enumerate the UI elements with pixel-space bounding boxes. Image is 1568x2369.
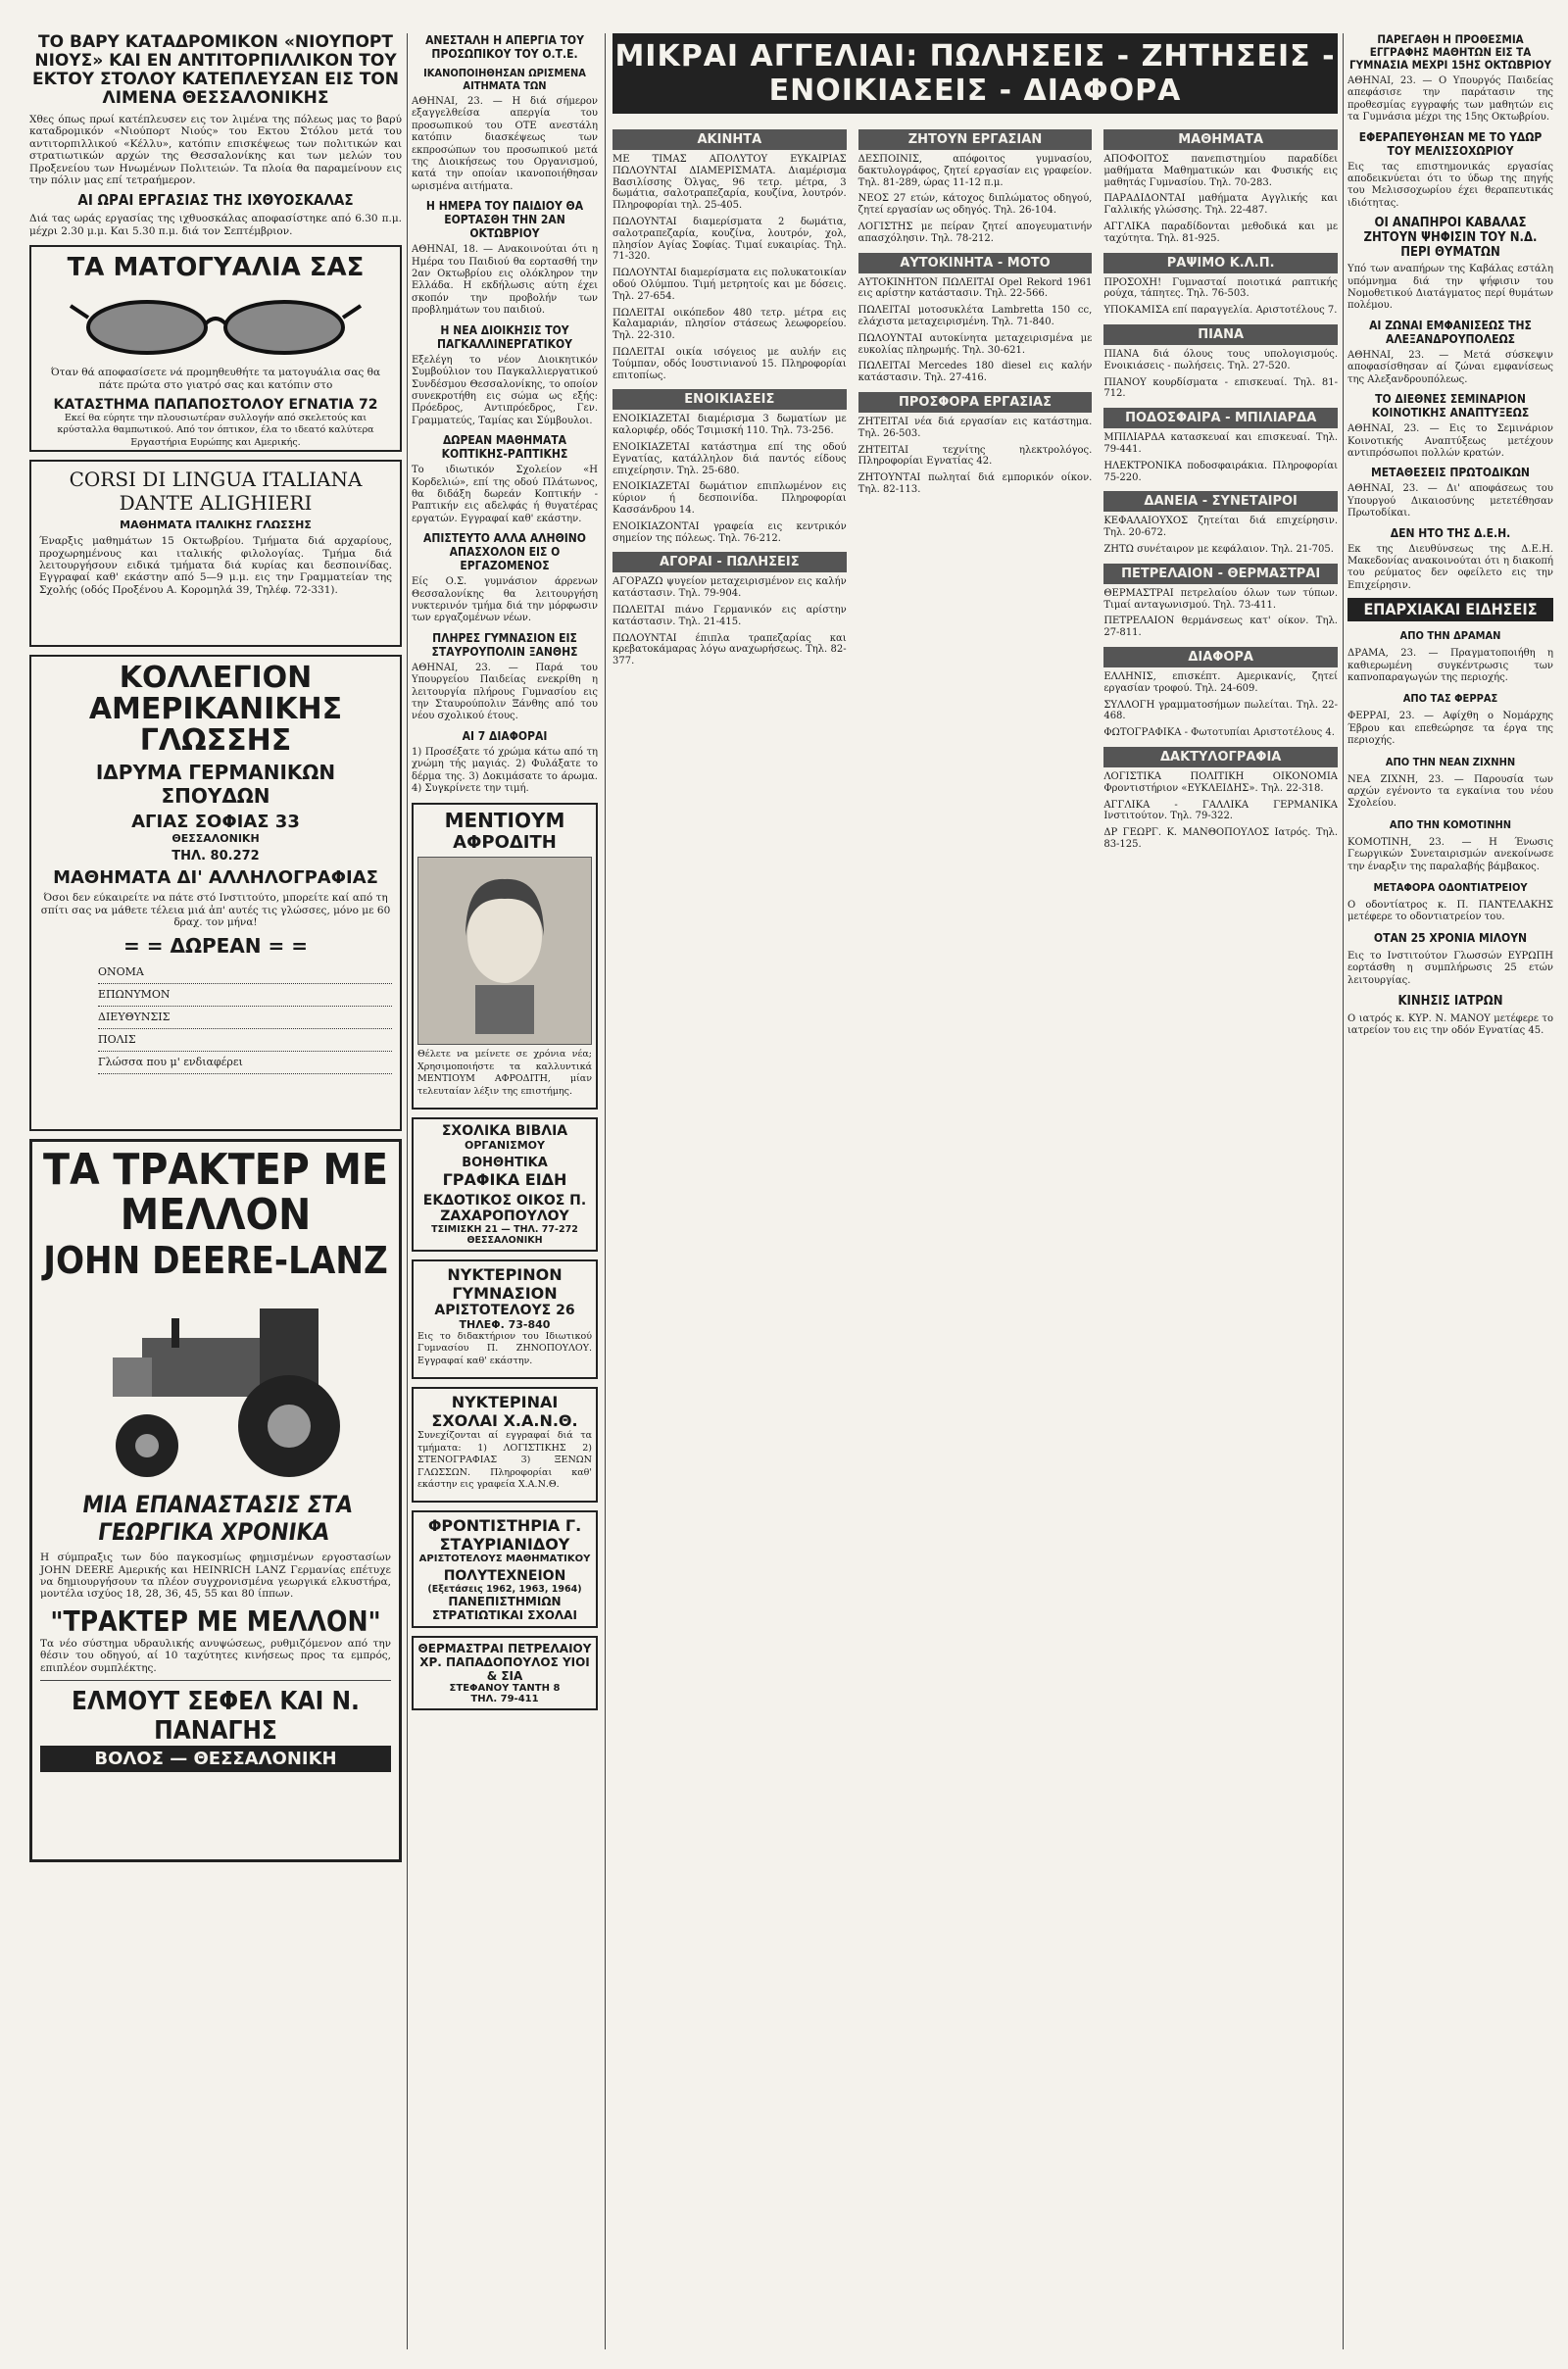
anniversary-headline: ΟΤΑΝ 25 ΧΡΟΝΙΑ ΜΙΛΟΥΝ bbox=[1373, 930, 1528, 945]
night-school-ad bbox=[412, 1259, 598, 1379]
glasses-icon bbox=[39, 288, 392, 361]
zones-text: ΑΘΗΝΑΙ, 23. — Μετά σύσκεψιν αποφασίσθησαν αί ζώναι εμφανίσεως της Αλεξανδρουπόλεως. bbox=[1348, 349, 1553, 385]
transfers-text: ΑΘΗΝΑΙ, 23. — Δι' αποφάσεως του Υπουργού Δικαιοσύνης μετετέθησαν Πρωτοδίκαι. bbox=[1348, 483, 1553, 519]
classified-section-head: ΑΓΟΡΑΙ - ΠΩΛΗΣΕΙΣ bbox=[612, 552, 847, 572]
classified-entry: ΔΡ ΓΕΩΡΓ. Κ. ΜΑΝΘΟΠΟΥΛΟΣ Ιατρός. Τηλ. 83-125. bbox=[1103, 827, 1338, 850]
mentium-text: Θέλετε να μείνετε σε χρόνια νέα; Χρησιμοποιήστε τα καλλυντικά ΜΕΝΤΙΟΥΜ ΑΦΡΟΔΙΤΗ, μίαν τελευταίαν λέξιν της επιστήμης. bbox=[417, 1049, 592, 1097]
water-headline: ΕΦΕΡΑΠΕΥΘΗΣΑΝ ΜΕ ΤΟ ΥΔΩΡ ΤΟΥ ΜΕΛΙΣΣΟΧΩΡΙΟΥ bbox=[1358, 129, 1543, 158]
classified-entry: ΠΙΑΝΟΥ κουρδίσματα - επισκευαί. Τηλ. 81-712. bbox=[1103, 376, 1338, 400]
classified-entry: ΠΩΛΟΥΝΤΑΙ διαμερίσματα 2 δωμάτια, σαλοτραπεζαρία, κουζίνα, λουτρόν, χολ, πλησίον Αγίας Σοφίας. Τιμαί ευκαιρίας. Τηλ. 71-320. bbox=[612, 216, 847, 263]
classified-entry: ΖΗΤΟΥΝΤΑΙ πωληταί διά εμπορικόν οίκον. Τηλ. 82-113. bbox=[858, 472, 1093, 495]
college-ad-lessons: ΜΑΘΗΜΑΤΑ ΔΙ' ΑΛΛΗΛΟΓΡΑΦΙΑΣ bbox=[53, 867, 378, 889]
dei-text: Εκ της Διευθύνσεως της Δ.Ε.Η. Μακεδονίας ανακοινούται ότι η διακοπή του ρεύματος δεν οφείλετο εις την Επιχείρησιν. bbox=[1348, 543, 1553, 591]
night-school-text: Εις το διδακτήριον του Ιδιωτικού Γυμνασίου Π. ΖΗΝΟΠΟΥΛΟΥ. Εγγραφαί καθ' εκάστην. bbox=[417, 1331, 592, 1366]
books-ad-sub: ΟΡΓΑΝΙΣΜΟΥ bbox=[464, 1139, 545, 1153]
tractor-icon bbox=[54, 1289, 377, 1485]
seven-diffs-text: 1) Προσέξατε τό χρώμα κάτω από τη χνώμη τής μαγιάς. 2) Φυλάξατε το δέρμα της. 3) Δοκιμάσατε το άρωμα. 4) Συγκρίνετε την τιμή. bbox=[412, 746, 598, 795]
front-head: ΦΡΟΝΤΙΣΤΗΡΙΑ Γ. ΣΤΑΥΡΙΑΝΙΔΟΥ bbox=[427, 1516, 582, 1555]
classified-entry: ΑΓΓΛΙΚΑ παραδίδονται μεθοδικά και με ταχύτητα. Τηλ. 81-925. bbox=[1103, 221, 1338, 244]
column-4 bbox=[1348, 33, 1553, 2346]
doctors-text: Ο ιατρός κ. ΚΥΡ. Ν. ΜΑΝΟΥ μετέφερε το ιατρείον του εις την οδόν Εγνατίας 45. bbox=[1348, 1013, 1553, 1037]
night-class-headline: ΑΠΙΣΤΕΥΤΟ ΑΛΛΑ ΑΛΗΘΙΝΟ ΑΠΑΣΧΟΛΟΝ ΕΙΣ Ο ΕΡΓΑΖΟΜΕΝΟΣ bbox=[423, 531, 586, 573]
classified-entry: ΑΥΤΟΚΙΝΗΤΟΝ ΠΩΛΕΙΤΑΙ Opel Rekord 1961 εις αρίστην κατάστασιν. Τηλ. 22-566. bbox=[858, 276, 1093, 300]
front-poly: ΠΟΛΥΤΕΧΝΕΙΟΝ bbox=[443, 1568, 566, 1585]
dentist-text: Ο οδοντίατρος κ. Π. ΠΑΝΤΕΛΑΚΗΣ μετέφερε το οδοντιατρείον του. bbox=[1348, 900, 1553, 923]
form-surname-field[interactable]: ΕΠΩΝΥΜΟΝ bbox=[98, 988, 392, 1007]
college-ad-city: ΘΕΣΣΑΛΟΝΙΚΗ bbox=[172, 832, 260, 846]
classified-section-head: ΕΝΟΙΚΙΑΣΕΙΣ bbox=[612, 389, 847, 410]
night-school-addr: ΑΡΙΣΤΟΤΕΛΟΥΣ 26 bbox=[434, 1303, 575, 1319]
ferres-text: ΦΕΡΡΑΙ, 23. — Αφίχθη ο Νομάρχης Έβρου και επεθεώρησε τα έργα της περιοχής. bbox=[1348, 711, 1553, 747]
nea-zichni-text: ΝΕΑ ΖΙΧΝΗ, 23. — Παρουσία των αρχών εγένοντο τα εγκαίνια του νέου Σχολείου. bbox=[1348, 773, 1553, 810]
classified-entry: ΦΩΤΟΓΡΑΦΙΚΑ - Φωτοτυπίαι Αριστοτέλους 4. bbox=[1103, 727, 1335, 739]
union-headline: Η ΝΕΑ ΔΙΟΙΚΗΣΙΣ ΤΟΥ ΠΑΓΚΑΛΛΙΝΕΡΓΑΤΙΚΟΥ bbox=[436, 322, 572, 351]
classified-section-head: ΠΟΔΟΣΦΑΙΡΑ - ΜΠΙΛΙΑΡΔΑ bbox=[1103, 408, 1338, 428]
classified-section-head: ΔΑΝΕΙΑ - ΣΥΝΕΤΑΙΡΟΙ bbox=[1103, 491, 1338, 512]
college-ad-addr: ΑΓΙΑΣ ΣΟΦΙΑΣ 33 bbox=[131, 812, 300, 833]
classified-entry: ΕΝΟΙΚΙΑΖΟΝΤΑΙ γραφεία εις κεντρικόν σημείον της πόλεως. Τηλ. 76-212. bbox=[612, 520, 847, 544]
classified-entry: ΣΥΛΛΟΓΗ γραμματοσήμων πωλείται. Τηλ. 22-468. bbox=[1103, 699, 1338, 722]
italian-ad-sub: ΜΑΘΗΜΑΤΑ ΙΤΑΛΙΚΗΣ ΓΛΩΣΣΗΣ bbox=[120, 518, 312, 532]
tractor-ad-city: ΒΟΛΟΣ — ΘΕΣΣΑΛΟΝΙΚΗ bbox=[40, 1746, 391, 1772]
italian-course-ad bbox=[29, 460, 402, 647]
classified-entry: ΕΝΟΙΚΙΑΖΕΤΑΙ κατάστημα επί της οδού Εγνατίας, κατάλληλον διά παντός είδους επιχείρησιν. Τηλ. 25-680. bbox=[612, 441, 847, 476]
classified-entry: ΠΡΟΣΟΧΗ! Γυμνασταί ποιοτικά ραπτικής ρούχα, τάπητες. Τηλ. 76-503. bbox=[1103, 276, 1338, 300]
ferres-headline: ΑΠΟ ΤΑΣ ΦΕΡΡΑΣ bbox=[1402, 692, 1498, 706]
classified-entry: ΔΕΣΠΟΙΝΙΣ, απόφοιτος γυμνασίου, δακτυλογράφος, ζητεί εργασίαν εις γραφείον. Τηλ. 81-289, ώρας 11-12 π.μ. bbox=[858, 154, 1093, 188]
classified-entry: ΖΗΤΕΙΤΑΙ τεχνίτης ηλεκτρολόγος. Πληροφορίαι Εγνατίας 42. bbox=[858, 444, 1093, 468]
sewing-text: Το ιδιωτικόν Σχολείον «Η Κορδελιώ», επί της οδού Πλάτωνος, θα διδάξη δωρεάν Κοπτικήν - Ραπτικήν εις αδελφάς ή θυγατέρας εργατών. Εγγραφαί καθ' εκάστην. bbox=[412, 465, 598, 524]
books-ad-sub3: ΓΡΑΦΙΚΑ ΕΙΔΗ bbox=[442, 1170, 567, 1190]
classified-entry: ΠΩΛΟΥΝΤΑΙ αυτοκίνητα μεταχειρισμένα με ευκολίας πληρωμής. Τηλ. 30-621. bbox=[858, 332, 1093, 356]
tractor-ad bbox=[29, 1139, 402, 1862]
classified-section-head: ΖΗΤΟΥΝ ΕΡΓΑΣΙΑΝ bbox=[858, 129, 1093, 150]
classified-entry: ΠΙΑΝΑ διά όλους τους υπολογισμούς. Ενοικιάσεις - πωλήσεις. Τηλ. 27-520. bbox=[1103, 348, 1338, 371]
classified-entry: ΠΕΤΡΕΛΑΙΟΝ θερμάνσεως κατ' οίκον. Τηλ. 27-811. bbox=[1103, 616, 1338, 639]
column-rule bbox=[1343, 33, 1344, 2349]
anniversary-text: Εις το Ινστιτούτον Γλωσσών ΕΥΡΩΠΗ εορτάσθη η συμπλήρωσις 25 ετών λειτουργίας. bbox=[1348, 950, 1553, 986]
kavala-text: Υπό των αναπήρων της Καβάλας εστάλη υπόμνημα διά την ψήφισιν του Νομοθετικού Διατάγματος περί θυμάτων πολέμου. bbox=[1348, 264, 1553, 312]
tractor-ad-title: ΤΑ ΤΡΑΚΤΕΡ ΜΕ ΜΕΛΛΟΝ bbox=[42, 1145, 389, 1241]
classified-entry: ΠΩΛΕΙΤΑΙ Mercedes 180 diesel εις καλήν κατάστασιν. Τηλ. 27-416. bbox=[858, 361, 1093, 384]
water-text: Εις τας επιστημονικάς εργασίας αποδεικνύεται ότι το ύδωρ της πηγής του Μελισσοχωρίου έχει θεραπευτικάς ιδιότητας. bbox=[1348, 161, 1553, 209]
zones-headline: ΑΙ ΖΩΝΑΙ ΕΜΦΑΝΙΣΕΩΣ ΤΗΣ ΑΛΕΞΑΝΔΡΟΥΠΟΛΕΩΣ bbox=[1369, 318, 1532, 346]
classified-entry: ΜΠΙΛΙΑΡΔΑ κατασκευαί και επισκευαί. Τηλ. 79-441. bbox=[1103, 432, 1338, 455]
books-ad-publisher: ΕΚΔΟΤΙΚΟΣ ΟΙΚΟΣ Π. ΖΑΧΑΡΟΠΟΥΛΟΥ bbox=[422, 1193, 587, 1225]
classified-section-head: ΑΚΙΝΗΤΑ bbox=[612, 129, 847, 150]
books-ad bbox=[412, 1117, 598, 1252]
form-language-field[interactable]: Γλώσσα που μ' ενδιαφέρει bbox=[98, 1056, 392, 1074]
classified-entry: ΠΩΛΕΙΤΑΙ οικόπεδον 480 τετρ. μέτρα εις Καλαμαριάν, πλησίον στάσεως λεωφορείου. Τηλ. 22-310. bbox=[612, 307, 847, 342]
classified-entry: ΖΗΤΩ συνέταιρον με κεφάλαιον. Τηλ. 21-705. bbox=[1103, 543, 1334, 555]
heater-head: ΘΕΡΜΑΣΤΡΑΙ ΠΕΤΡΕΛΑΙΟΥ ΧΡ. ΠΑΠΑΔΟΠΟΥΛΟΣ ΥΙΟΙ & ΣΙΑ bbox=[417, 1642, 592, 1684]
child-day-text: ΑΘΗΝΑΙ, 18. — Ανακοινούται ότι η Ημέρα του Παιδιού θα εορτασθή την 2αν Οκτωβρίου εις ολόκληρον την Ελλάδα. Η εκδήλωσις αύτη έχει σκοπόν την προβολήν των προβλημάτων του παιδιού. bbox=[412, 244, 598, 317]
union-text: Εξελέγη το νέον Διοικητικόν Συμβούλιον του Παγκαλλιεργατικού Συνδέσμου Θεσσαλονίκης, το οποίον συνεκροτήθη εις σώμα ως εξής: Πρόεδρος, Αντιπρόεδρος, Γεν. Γραμματεύς, Ταμίας και Σύμβουλοι. bbox=[412, 354, 598, 426]
books-ad-addr: ΤΣΙΜΙΣΚΗ 21 — ΤΗΛ. 77-272 ΘΕΣΣΑΛΟΝΙΚΗ bbox=[431, 1224, 578, 1247]
classified-entry: ΕΛΛΗΝΙΣ, επισκέπτ. Αμερικανίς, ζητεί εργασίαν τροφού. Τηλ. 24-609. bbox=[1103, 670, 1338, 694]
classified-entry: ΠΩΛΕΙΤΑΙ μοτοσυκλέτα Lambretta 150 cc, ελάχιστα μεταχειρισμένη. Τηλ. 71-840. bbox=[858, 305, 1093, 327]
xanthi-school-text: ΑΘΗΝΑΙ, 23. — Παρά του Υπουργείου Παιδείας ενεκρίθη η λειτουργία πλήρους Γυμνασίου εις την Σταυρούπολιν Ξάνθης από του νέου σχολικού έτους. bbox=[412, 662, 598, 722]
provincial-news-headline: ΕΠΑΡΧΙΑΚΑΙ ΕΙΔΗΣΕΙΣ bbox=[1348, 598, 1553, 621]
tractor-ad-slogan: "ΤΡΑΚΤΕΡ ΜΕ ΜΕΛΛΟΝ" bbox=[50, 1604, 381, 1638]
seminar-headline: ΤΟ ΔΙΕΘΝΕΣ ΣΕΜΙΝΑΡΙΟΝ ΚΟΙΝΟΤΙΚΗΣ ΑΝΑΠΤΥΞΕΩΣ bbox=[1371, 392, 1530, 420]
seven-diffs-headline: ΑΙ 7 ΔΙΑΦΟΡΑΙ bbox=[462, 728, 548, 743]
classified-section-head: ΑΥΤΟΚΙΝΗΤΑ - ΜΟΤΟ bbox=[858, 253, 1093, 273]
form-city-field[interactable]: ΠΟΛΙΣ bbox=[98, 1033, 392, 1052]
classified-entry: ΠΩΛΕΙΤΑΙ πιάνο Γερμανικόν εις αρίστην κατάστασιν. Τηλ. 21-415. bbox=[612, 604, 847, 627]
classified-subcol-1 bbox=[612, 122, 847, 856]
lead-headline: ΤΟ ΒΑΡΥ ΚΑΤΑΔΡΟΜΙΚΟΝ «ΝΙΟΥΠΟΡΤ ΝΙΟΥΣ» ΚΑΙ ΕΝ ΑΝΤΙΤΟΡΠΙΛΛΙΚΟΝ ΤΟΥ ΕΚΤΟΥ ΣΤΟΛΟΥ ΚΑΤΕΠΛΕΥΣΑΝ ΕΙΣ ΤΟΝ ΛΙΜΕΝΑ ΘΕΣΣΑΛΟΝΙΚΗΣ bbox=[31, 33, 400, 108]
mentium-title: ΜΕΝΤΙΟΥΜ bbox=[444, 809, 565, 833]
classified-section-head: ΠΕΤΡΕΛΑΙΟΝ - ΘΕΡΜΑΣΤΡΑΙ bbox=[1103, 564, 1338, 584]
glasses-ad-tail: Εκεί θα εύρητε την πλουσιωτέραν συλλογήν από σκελετούς και κρύσταλλα θαμπωτικού. Από τον όπτικον, έλα το ιδεατό καλύτερα Εργαστήρια Ευρώπης και Αμερικής. bbox=[57, 413, 374, 448]
xanth-head: ΝΥΚΤΕΡΙΝΑΙ ΣΧΟΛΑΙ Χ.Α.Ν.Θ. bbox=[431, 1393, 578, 1431]
front-years: (Εξετάσεις 1962, 1963, 1964) bbox=[427, 1584, 582, 1596]
classifieds-banner: ΜΙΚΡΑΙ ΑΓΓΕΛΙΑΙ: ΠΩΛΗΣΕΙΣ - ΖΗΤΗΣΕΙΣ - ΕΝΟΙΚΙΑΣΕΙΣ - ΔΙΑΦΟΡΑ bbox=[612, 33, 1338, 114]
lead-article-text: Χθες όπως πρωί κατέπλευσεν εις τον λιμένα της πόλεως μας το βαρύ καταδρομικόν «Νιούπορτ Νιούς» του Εκτου Στόλου μετά του αντιτορπιλλικού «Κέλλυ», κατόπιν επισκέψεως των πολιτικών και στρατιωτικών αρχών της Θεσσαλονίκης και των μελών του Προξενείου των Ηνωμένων Πολιτειών. Τα πλοία θα παραμείνουν εις την πόλιν μας επί τετραήμερον. bbox=[29, 114, 402, 187]
glasses-ad-text: Όταν θά αποφασίσετε νά προμηθευθήτε τα ματογυάλια σας θα πάτε πρώτα στο γιατρό σας και κατόπιν στο bbox=[50, 367, 381, 391]
classified-section-head: ΡΑΨΙΜΟ Κ.Λ.Π. bbox=[1103, 253, 1338, 273]
ote-strike-text: ΑΘΗΝΑΙ, 23. — Η διά σήμερον εξαγγελθείσα απεργία του προσωπικού του ΟΤΕ ανεστάλη κατόπιν διασκέψεως των εκπροσώπων του προσωπικού μετά της Διοικήσεως του Οργανισμού, κατά την οποίαν ικανοποιήθησαν ωρισμένα αιτήματα. bbox=[412, 96, 598, 192]
classified-section-head: ΔΑΚΤΥΛΟΓΡΑΦΙΑ bbox=[1103, 747, 1338, 767]
school-deadline-headline: ΠΑΡΕΓΑΘΗ Η ΠΡΟΘΕΣΜΙΑ ΕΓΓΡΑΦΗΣ ΜΑΘΗΤΩΝ ΕΙΣ ΤΑ ΓΥΜΝΑΣΙΑ ΜΕΧΡΙ 15ΗΣ ΟΚΤΩΒΡΙΟΥ bbox=[1349, 33, 1551, 72]
school-deadline-text: ΑΘΗΝΑΙ, 23. — Ο Υπουργός Παιδείας απεφάσισε την παράτασιν της προθεσμίας εγγραφής των μαθητών εις τα Γυμνάσια μέχρι της 15ης Οκτωβρίου. bbox=[1348, 75, 1553, 123]
transfers-headline: ΜΕΤΑΘΕΣΕΙΣ ΠΡΩΤΟΔΙΚΩΝ bbox=[1371, 466, 1530, 480]
glasses-ad-title: ΤΑ ΜΑΤΟΓΥΑΛΙΑ ΣΑΣ bbox=[67, 253, 365, 283]
sewing-headline: ΔΩΡΕΑΝ ΜΑΘΗΜΑΤΑ ΚΟΠΤΙΚΗΣ-ΡΑΠΤΙΚΗΣ bbox=[441, 433, 568, 462]
classified-entry: ΑΓΓΛΙΚΑ - ΓΑΛΛΙΚΑ ΓΕΡΜΑΝΙΚΑ Ινστιτούτον. Τηλ. 79-322. bbox=[1103, 799, 1338, 822]
column-rule bbox=[605, 33, 606, 2349]
classified-section-head: ΔΙΑΦΟΡΑ bbox=[1103, 647, 1338, 667]
classified-entry: ΥΠΟΚΑΜΙΣΑ επί παραγγελία. Αριστοτέλους 7. bbox=[1103, 305, 1338, 317]
komotini-text: ΚΟΜΟΤΙΝΗ, 23. — Η Ένωσις Γεωργικών Συνεταιρισμών ανεκοίνωσε την έναρξιν της παραλαβής βάμβακος. bbox=[1348, 836, 1553, 872]
column-2 bbox=[412, 33, 598, 2346]
ote-strike-sub: ΙΚΑΝΟΠΟΙΗΘΗΣΑΝ ΩΡΙΣΜΕΝΑ ΑΙΤΗΜΑΤΑ ΤΩΝ bbox=[423, 67, 586, 92]
books-ad-sub2: ΒΟΗΘΗΤΙΚΑ bbox=[462, 1156, 548, 1171]
glasses-ad bbox=[29, 245, 402, 452]
classified-entry: ΛΟΓΙΣΤΗΣ με πείραν ζητεί απογευματινήν απασχόλησιν. Τηλ. 78-212. bbox=[858, 221, 1093, 244]
mentium-ad bbox=[412, 803, 598, 1110]
fish-market-text: Διά τας ωράς εργασίας της ιχθυοσκάλας αποφασίστηκε από 6.30 π.μ. μέχρι 2.30 μ.μ. Και 5.30 π.μ. διά τον Σεπτέμβριον. bbox=[29, 213, 402, 237]
form-address-field[interactable]: ΔΙΕΥΘΥΝΣΙΣ bbox=[98, 1011, 392, 1029]
tractor-ad-head: ΜΙΑ ΕΠΑΝΑΣΤΑΣΙΣ ΣΤΑ ΓΕΩΡΓΙΚΑ ΧΡΟΝΙΚΑ bbox=[80, 1491, 355, 1547]
drama-text: ΔΡΑΜΑ, 23. — Πραγματοποιήθη η καθιερωμένη συγκέντρωσις των καπνοπαραγωγών της περιοχής. bbox=[1348, 648, 1553, 683]
college-ad-tel: ΤΗΛ. 80.272 bbox=[172, 849, 260, 864]
tractor-ad-brand: JOHN DEERE-LANZ bbox=[43, 1239, 388, 1283]
xanth-ad bbox=[412, 1387, 598, 1503]
night-class-text: Είς Ο.Σ. γυμνάσιον άρρενων Θεσσαλονίκης θα λειτουργήση νυκτερινόν τμήμα διά την μόρφωσιν των εργαζομένων νέων. bbox=[412, 576, 598, 624]
classified-subcol-2 bbox=[858, 122, 1093, 856]
heater-tel: ΤΗΛ. 79-411 bbox=[470, 1694, 539, 1705]
ote-strike-headline: ΑΝΕΣΤΑΛΗ Η ΑΠΕΡΓΙΑ ΤΟΥ ΠΡΟΣΩΠΙΚΟΥ ΤΟΥ Ο.Τ.Ε. bbox=[425, 33, 584, 61]
classified-entry: ΖΗΤΕΙΤΑΙ νέα διά εργασίαν εις κατάστημα. Τηλ. 26-503. bbox=[858, 416, 1093, 439]
classified-entry: ΠΩΛΟΥΝΤΑΙ έπιπλα τραπεζαρίας και κρεβατοκάμαρας λόγω αναχωρήσεως. Τηλ. 82-377. bbox=[612, 632, 847, 667]
heater-addr: ΣΤΕΦΑΝΟΥ ΤΑΝΤΗ 8 bbox=[449, 1683, 561, 1695]
kavala-headline: ΟΙ ΑΝΑΠΗΡΟΙ ΚΑΒΑΛΑΣ ΖΗΤΟΥΝ ΨΗΦΙΣΙΝ ΤΟΥ Ν.Δ. ΠΕΡΙ ΘΥΜΑΤΩΝ bbox=[1363, 216, 1538, 261]
xanth-text: Συνεχίζονται αί εγγραφαί διά τα τμήματα: 1) ΛΟΓΙΣΤΙΚΗΣ 2) ΣΤΕΝΟΓΡΑΦΙΑΣ 3) ΞΕΝΩΝ ΓΛΩΣΣΩΝ. Πληροφορίαι καθ' εκάστην εις γραφεία Χ.Α.Ν.Θ. bbox=[417, 1430, 592, 1490]
college-ad-free: = = ΔΩΡΕΑΝ = = bbox=[123, 934, 308, 959]
college-ad-sub: ΙΔΡΥΜΑ ΓΕΡΜΑΝΙΚΩΝ ΣΠΟΥΔΩΝ bbox=[95, 761, 336, 809]
classified-entry: ΛΟΓΙΣΤΙΚΑ ΠΟΛΙΤΙΚΗ ΟΙΚΟΝΟΜΙΑ Φροντιστήριον «ΕΥΚΛΕΙΔΗΣ». Τηλ. 22-318. bbox=[1103, 770, 1338, 794]
classified-section-head: ΠΙΑΝΑ bbox=[1103, 324, 1338, 345]
komotini-headline: ΑΠΟ ΤΗΝ ΚΟΜΟΤΙΝΗΝ bbox=[1389, 817, 1512, 831]
classified-entry: ΑΠΟΦΟΙΤΟΣ πανεπιστημίου παραδίδει μαθήματα Μαθηματικών και Φυσικής εις μαθητάς Γυμνασίου. Τηλ. 70-283. bbox=[1103, 154, 1338, 188]
classified-entry: ΕΝΟΙΚΙΑΖΕΤΑΙ διαμέρισμα 3 δωματίων με καλοριφέρ, οδός Τσιμισκή 110. Τηλ. 73-256. bbox=[612, 414, 847, 437]
seminar-text: ΑΘΗΝΑΙ, 23. — Εις το Σεμινάριον Κοινοτικής Αναπτύξεως μετέχουν αντιπρόσωποι πολλών κρατών. bbox=[1348, 423, 1553, 459]
college-ad-title: ΚΟΛΛΕΓΙΟΝ ΑΜΕΡΙΚΑΝΙΚΗΣ ΓΛΩΣΣΗΣ bbox=[88, 661, 343, 759]
italian-ad-title: CORSI DI LINGUA ITALIANA DANTE ALIGHIERI bbox=[69, 468, 363, 516]
tractor-ad-dealers: ΕΛΜΟΥΤ ΣΕΦΕΛ ΚΑΙ Ν. ΠΑΝΑΓΗΣ bbox=[72, 1687, 360, 1747]
classified-entry: ΜΕ ΤΙΜΑΣ ΑΠΟΛΥΤΟΥ ΕΥΚΑΙΡΙΑΣ ΠΩΛΟΥΝΤΑΙ ΔΙΑΜΕΡΙΣΜΑΤΑ. Διαμέρισμα Βασιλίσσης Όλγας, 96 τετρ. μέτρα, 3 δωμάτια, σαλοτραπεζαρία, κουζίνα, λουτρόν. Πληροφορίαι τηλ. 25-405. bbox=[612, 154, 847, 212]
front-addr: ΑΡΙΣΤΟΤΕΛΟΥΣ ΜΑΘΗΜΑΤΙΚΟΥ bbox=[418, 1554, 591, 1565]
classified-entry: ΠΩΛΟΥΝΤΑΙ διαμερίσματα εις πολυκατοικίαν οδού Ολύμπου. Τιμή μετρητοίς και με δόσεις. Τηλ. 27-654. bbox=[612, 268, 847, 302]
classified-subcol-3 bbox=[1103, 122, 1338, 856]
classified-entry: ΠΩΛΕΙΤΑΙ οικία ισόγειος με αυλήν εις Τούμπαν, οδός Ιουστινιανού 15. Πληροφορίαι επιτοπίως. bbox=[612, 346, 847, 381]
xanthi-school-headline: ΠΛΗΡΕΣ ΓΥΜΝΑΣΙΟΝ ΕΙΣ ΣΤΑΥΡΟΥΠΟΛΙΝ ΞΑΝΘΗΣ bbox=[431, 630, 578, 659]
night-school-tel: ΤΗΛΕΦ. 73-840 bbox=[459, 1318, 551, 1332]
books-ad-head: ΣΧΟΛΙΚΑ ΒΙΒΛΙΑ bbox=[441, 1123, 568, 1140]
classified-entry: ΑΓΟΡΑΖΩ ψυγείον μεταχειρισμένον εις καλήν κατάστασιν. Τηλ. 79-904. bbox=[612, 576, 847, 600]
doctors-headline: ΚΙΝΗΣΙΣ ΙΑΤΡΩΝ bbox=[1397, 994, 1503, 1010]
classified-entry: ΚΕΦΑΛΑΙΟΥΧΟΣ ζητείται διά επιχείρησιν. Τηλ. 20-672. bbox=[1103, 516, 1338, 539]
heater-ad bbox=[412, 1636, 598, 1710]
child-day-headline: Η ΗΜΕΡΑ ΤΟΥ ΠΑΙΔΙΟΥ ΘΑ ΕΟΡΤΑΣΘΗ ΤΗΝ 2ΑΝ ΟΚΤΩΒΡΙΟΥ bbox=[425, 199, 584, 241]
tractor-ad-text2: Τα νέο σύστημα υδραυλικής ανυψώσεως, ρυθμιζόμενον από την θέσιν του οδηγού, αί 10 ταχύτητες κινήσεως προς τα εμπρός, επιπλέον συμπλέκτης. bbox=[40, 1637, 391, 1674]
coupon-form bbox=[98, 965, 392, 1074]
classified-entry: ΕΝΟΙΚΙΑΖΕΤΑΙ δωμάτιον επιπλωμένον εις κύριον ή δεσποινίδα. Πληροφορίαι Κασσάνδρου 14. bbox=[612, 481, 847, 516]
mentium-sub: ΑΦΡΟΔΙΤΗ bbox=[453, 832, 557, 854]
dei-headline: ΔΕΝ ΗΤΟ ΤΗΣ Δ.Ε.Η. bbox=[1390, 525, 1511, 540]
fish-market-headline: ΑΙ ΩΡΑΙ ΕΡΓΑΣΙΑΣ ΤΗΣ ΙΧΘΥΟΣΚΑΛΑΣ bbox=[77, 191, 354, 210]
classified-section-head: ΜΑΘΗΜΑΤΑ bbox=[1103, 129, 1338, 150]
classified-entry: ΝΕΟΣ 27 ετών, κάτοχος διπλώματος οδηγού, ζητεί εργασίαν ως οδηγός. Τηλ. 26-104. bbox=[858, 193, 1093, 217]
frontistiria-ad bbox=[412, 1510, 598, 1628]
nea-zichni-headline: ΑΠΟ ΤΗΝ ΝΕΑΝ ΖΙΧΝΗΝ bbox=[1385, 755, 1516, 768]
italian-ad-text: Έναρξις μαθημάτων 15 Οκτωβρίου. Τμήματα διά αρχαρίους, προχωρημένους και ιταλικής φιλολογίας. Τμήμα διά λειτουργήσουν ειδικά τμήματα διά κυρίας και δεσποινίδας. Εγγραφαί καθ' εκάστην από 5—9 μ.μ. εις την Γραμματείαν της Σχολής (οδός Προξένου Α. Κορομηλά 39, Τηλέφ. 72-331). bbox=[39, 535, 392, 596]
classified-entry: ΗΛΕΚΤΡΟΝΙΚΑ ποδοσφαιράκια. Πληροφορίαι 75-220. bbox=[1103, 460, 1338, 483]
drama-headline: ΑΠΟ ΤΗΝ ΔΡΑΜΑΝ bbox=[1399, 629, 1501, 643]
column-rule bbox=[407, 33, 408, 2349]
classified-section-head: ΠΡΟΣΦΟΡΑ ΕΡΓΑΣΙΑΣ bbox=[858, 392, 1093, 413]
column-1 bbox=[29, 33, 402, 2346]
dentist-headline: ΜΕΤΑΦΟΡΑ ΟΔΟΝΤΙΑΤΡΕΙΟΥ bbox=[1373, 881, 1528, 895]
glasses-ad-store: ΚΑΤΑΣΤΗΜΑ ΠΑΠΑΠΟΣΤΟΛΟΥ ΕΓΝΑΤΙΑ 72 bbox=[53, 397, 378, 414]
form-name-field[interactable]: ΟΝΟΜΑ bbox=[98, 965, 392, 984]
classified-entry: ΠΑΡΑΔΙΔΟΝΤΑΙ μαθήματα Αγγλικής και Γαλλικής γλώσσης. Τηλ. 22-487. bbox=[1103, 193, 1338, 217]
night-school-head: ΝΥΚΤΕΡΙΝΟΝ ΓΥΜΝΑΣΙΟΝ bbox=[447, 1265, 563, 1304]
front-uni: ΠΑΝΕΠΙΣΤΗΜΙΩΝ ΣΤΡΑΤΙΩΤΙΚΑΙ ΣΧΟΛΑΙ bbox=[432, 1595, 577, 1623]
tractor-ad-text: Η σύμπραξις των δύο παγκοσμίως φημισμένων εργοστασίων JOHN DEERE Αμερικής και HEINRICH LANZ Γερμανίας επέτυχε να δημιουργήσουν τα πλέον συγχρονισμένα γεωργικά ελκυστήρα, μοντέλα ισχύος 18, 28, 36, 45, 55 και 80 ίππων. bbox=[40, 1552, 391, 1601]
woman-portrait-image bbox=[417, 857, 592, 1045]
column-3-classifieds bbox=[612, 33, 1338, 2346]
classified-entry: ΘΕΡΜΑΣΤΡΑΙ πετρελαίου όλων των τύπων. Τιμαί ανταγωνισμού. Τηλ. 73-411. bbox=[1103, 587, 1338, 611]
college-ad bbox=[29, 655, 402, 1131]
college-ad-text: Όσοι δεν εύκαιρείτε να πάτε στό Ινστιτούτο, μπορείτε καί από τη σπίτι σας να μάθετε τέλεια μιά ἀπ' αυτές τις γλώσσες, μόνο με 60 δραχ. τον μήνα! bbox=[40, 892, 391, 929]
